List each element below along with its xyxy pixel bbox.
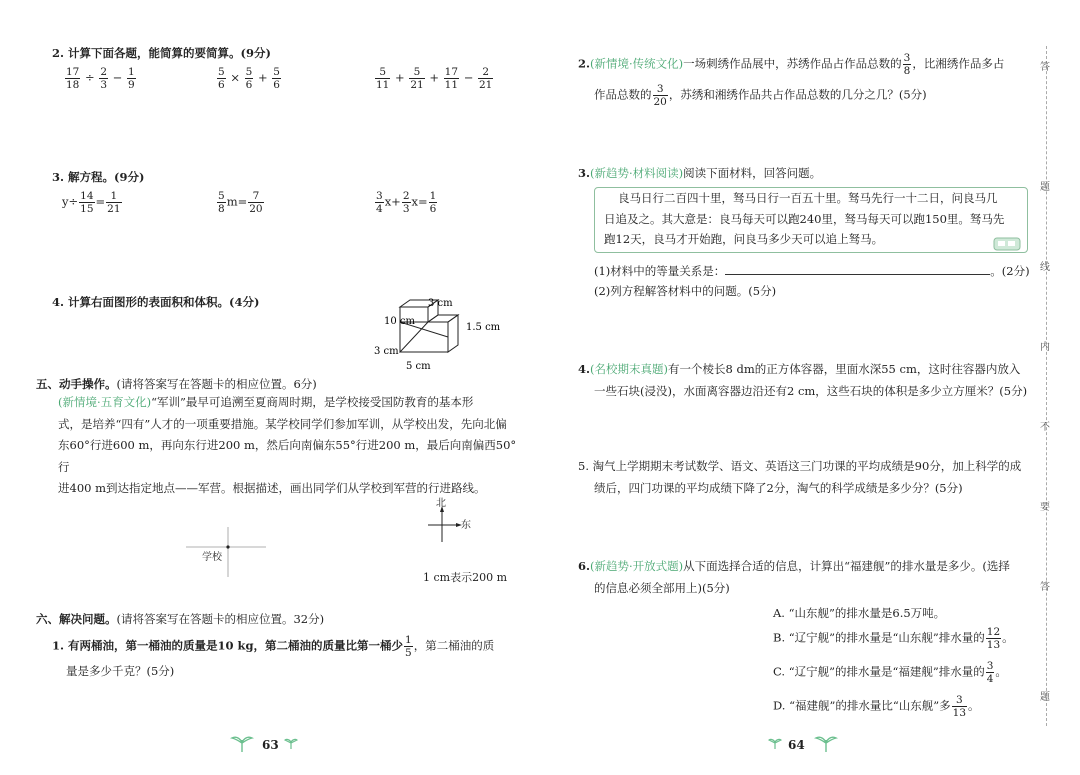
option-b: B. “辽宁舰”的排水量是“山东舰”排水量的 $\frac{12}{13}$ 。	[773, 626, 1014, 651]
side-char-7: 答	[1040, 582, 1050, 593]
side-char-4: 内	[1040, 342, 1050, 353]
compass-east-label: 东	[461, 520, 471, 531]
dim-bottom: 5 cm	[406, 361, 431, 372]
option-a: A. “山东舰”的排水量是6.5万吨。	[773, 606, 946, 620]
q2-title: 2. 计算下面各题，能简算的要简算。(9分)	[52, 46, 271, 60]
scale-label: 1 cm表示200 m	[423, 571, 508, 584]
r-q5-line-2: 绩后，四门功课的平均成绩下降了2分，淘气的科学成绩是多少分？(5分)	[594, 481, 963, 495]
compass-icon	[420, 498, 480, 546]
r-q4-line-2: 一些石块(浸没)，水面离容器边沿还有2 cm，这些石块的体积是多少立方厘米？(5分)	[594, 384, 1028, 398]
r-q6-line-2: 的信息必须全部用上)(5分)	[594, 581, 730, 595]
q2-expression-3: $\frac{5}{11}$ + $\frac{5}{21}$ + $\frac{17}{11}$ − $\frac{2}{21}$	[376, 66, 493, 91]
sprout-right-icon	[814, 730, 838, 754]
section-5-heading: 五、动手操作。(请将答案写在答题卡的相应位置。6分)	[36, 377, 317, 391]
r-q4-line-1: 4.(名校期末真题)有一个棱长8 dm的正方体容器，里面水深55 cm，这时往容器内放入	[578, 362, 1021, 376]
section-5-paragraph: (新情境·五育文化)“军训”最早可追溯至夏商周时期，是学校接受国防教育的基本形 式，是培养“四有”人才的一项重要措施。某学校同学们参加军训，从学校出发，先向北偏 东60°行进600 m，再向东行进200 m，然后向南偏东55°行进200 m，最后向南偏西50°行 进400 m到达指定地点——军营。根据描述，画出同学们从学校到军营的行进路线。	[58, 395, 517, 495]
reading-illustration-icon	[990, 232, 1026, 254]
side-char-3: 线	[1040, 262, 1050, 273]
r-q5-line-1: 5. 淘气上学期期末考试数学、语文、英语这三门功课的平均成绩是90分，加上科学的成	[578, 459, 1022, 473]
q2-expression-2: $\frac{5}{6}$ × $\frac{5}{6}$ + $\frac{5}{6}$	[218, 66, 280, 91]
side-char-5: 不	[1040, 422, 1050, 433]
r-q3-sub2: (2)列方程解答材料中的问题。(5分)	[594, 284, 777, 298]
r-q6-line-1: 6.(新趋势·开放式题)从下面选择合适的信息，计算出“福建舰”的排水量是多少。(选择	[578, 559, 1010, 573]
q3-equation-2: $\frac{5}{8}$ m= $\frac{7}{20}$	[218, 190, 263, 215]
q4-title: 4. 计算右面图形的表面积和体积。(4分)	[52, 295, 260, 309]
sprout-icon	[230, 730, 254, 754]
q3-equation-1: y÷ $\frac{14}{15}$ = $\frac{1}{21}$	[62, 190, 121, 215]
dim-top: 3 cm	[428, 298, 453, 309]
side-char-6: 要	[1040, 502, 1050, 513]
option-c: C. “辽宁舰”的排水量是“福建舰”排水量的 $\frac{3}{4}$ 。	[773, 660, 1007, 685]
q3-title: 3. 解方程。(9分)	[52, 170, 145, 184]
option-d: D. “福建舰”的排水量比“山东舰”多 $\frac{3}{13}$ 。	[773, 694, 980, 719]
step-prism-figure	[360, 292, 520, 372]
r-q3-line: 3.(新趋势·材料阅读)阅读下面材料，回答问题。	[578, 166, 822, 180]
q2-expression-1: $\frac{17}{18}$ ÷ $\frac{2}{3}$ − $\frac{1}{9}$	[66, 66, 135, 91]
page-number-right: 64	[788, 738, 805, 752]
school-label: 学校	[202, 552, 222, 563]
s6-q1-line-1: 1. 有两桶油，第一桶油的质量是10 kg，第二桶油的质量比第一桶少 $\frac{1}{5}$ ，第二桶油的质	[52, 634, 495, 659]
r-q2-line-2: 作品总数的 $\frac{3}{20}$ ，苏绣和湘绣作品共占作品总数的几分之几？(5分)	[594, 83, 927, 108]
dim-left-upper: 10 cm	[384, 316, 415, 327]
school-origin-marker	[186, 527, 266, 577]
dim-left-lower: 3 cm	[374, 346, 399, 357]
sprout-small-icon	[284, 736, 298, 750]
q3-equation-3: $\frac{3}{4}$ x+ $\frac{2}{3}$ x= $\frac{1}{6}$	[376, 190, 437, 215]
section-6-heading: 六、解决问题。(请将答案写在答题卡的相应位置。32分)	[36, 612, 325, 626]
binding-dashed-line	[1046, 46, 1047, 726]
dim-right: 1.5 cm	[466, 322, 501, 333]
answer-blank[interactable]	[725, 263, 990, 275]
r-q2-line-1: 2.(新情境·传统文化)一场刺绣作品展中，苏绣作品占作品总数的 $\frac{3}{8}$ ，比湘绣作品多占	[578, 52, 1005, 77]
material-text: 良马日行二百四十里，驽马日行一百五十里。驽马先行一十二日，问良马几 日追及之。其大意是：良马每天可以跑240里，驽马每天可以跑150里。驽马先 跑12天，良马才开始跑，问良马多少天可以追上驽马。	[604, 191, 1005, 246]
side-char-2: 题	[1040, 182, 1050, 193]
side-char-8: 题	[1040, 692, 1050, 703]
side-char-1: 答	[1040, 62, 1050, 73]
r-q3-sub1: (1)材料中的等量关系是： 。(2分)	[594, 264, 1030, 278]
page-number-left: 63	[262, 738, 279, 752]
sprout-small-right-icon	[768, 736, 782, 750]
compass-north-label: 北	[436, 498, 446, 509]
s6-q1-line-2: 量是多少千克？(5分)	[66, 664, 175, 678]
